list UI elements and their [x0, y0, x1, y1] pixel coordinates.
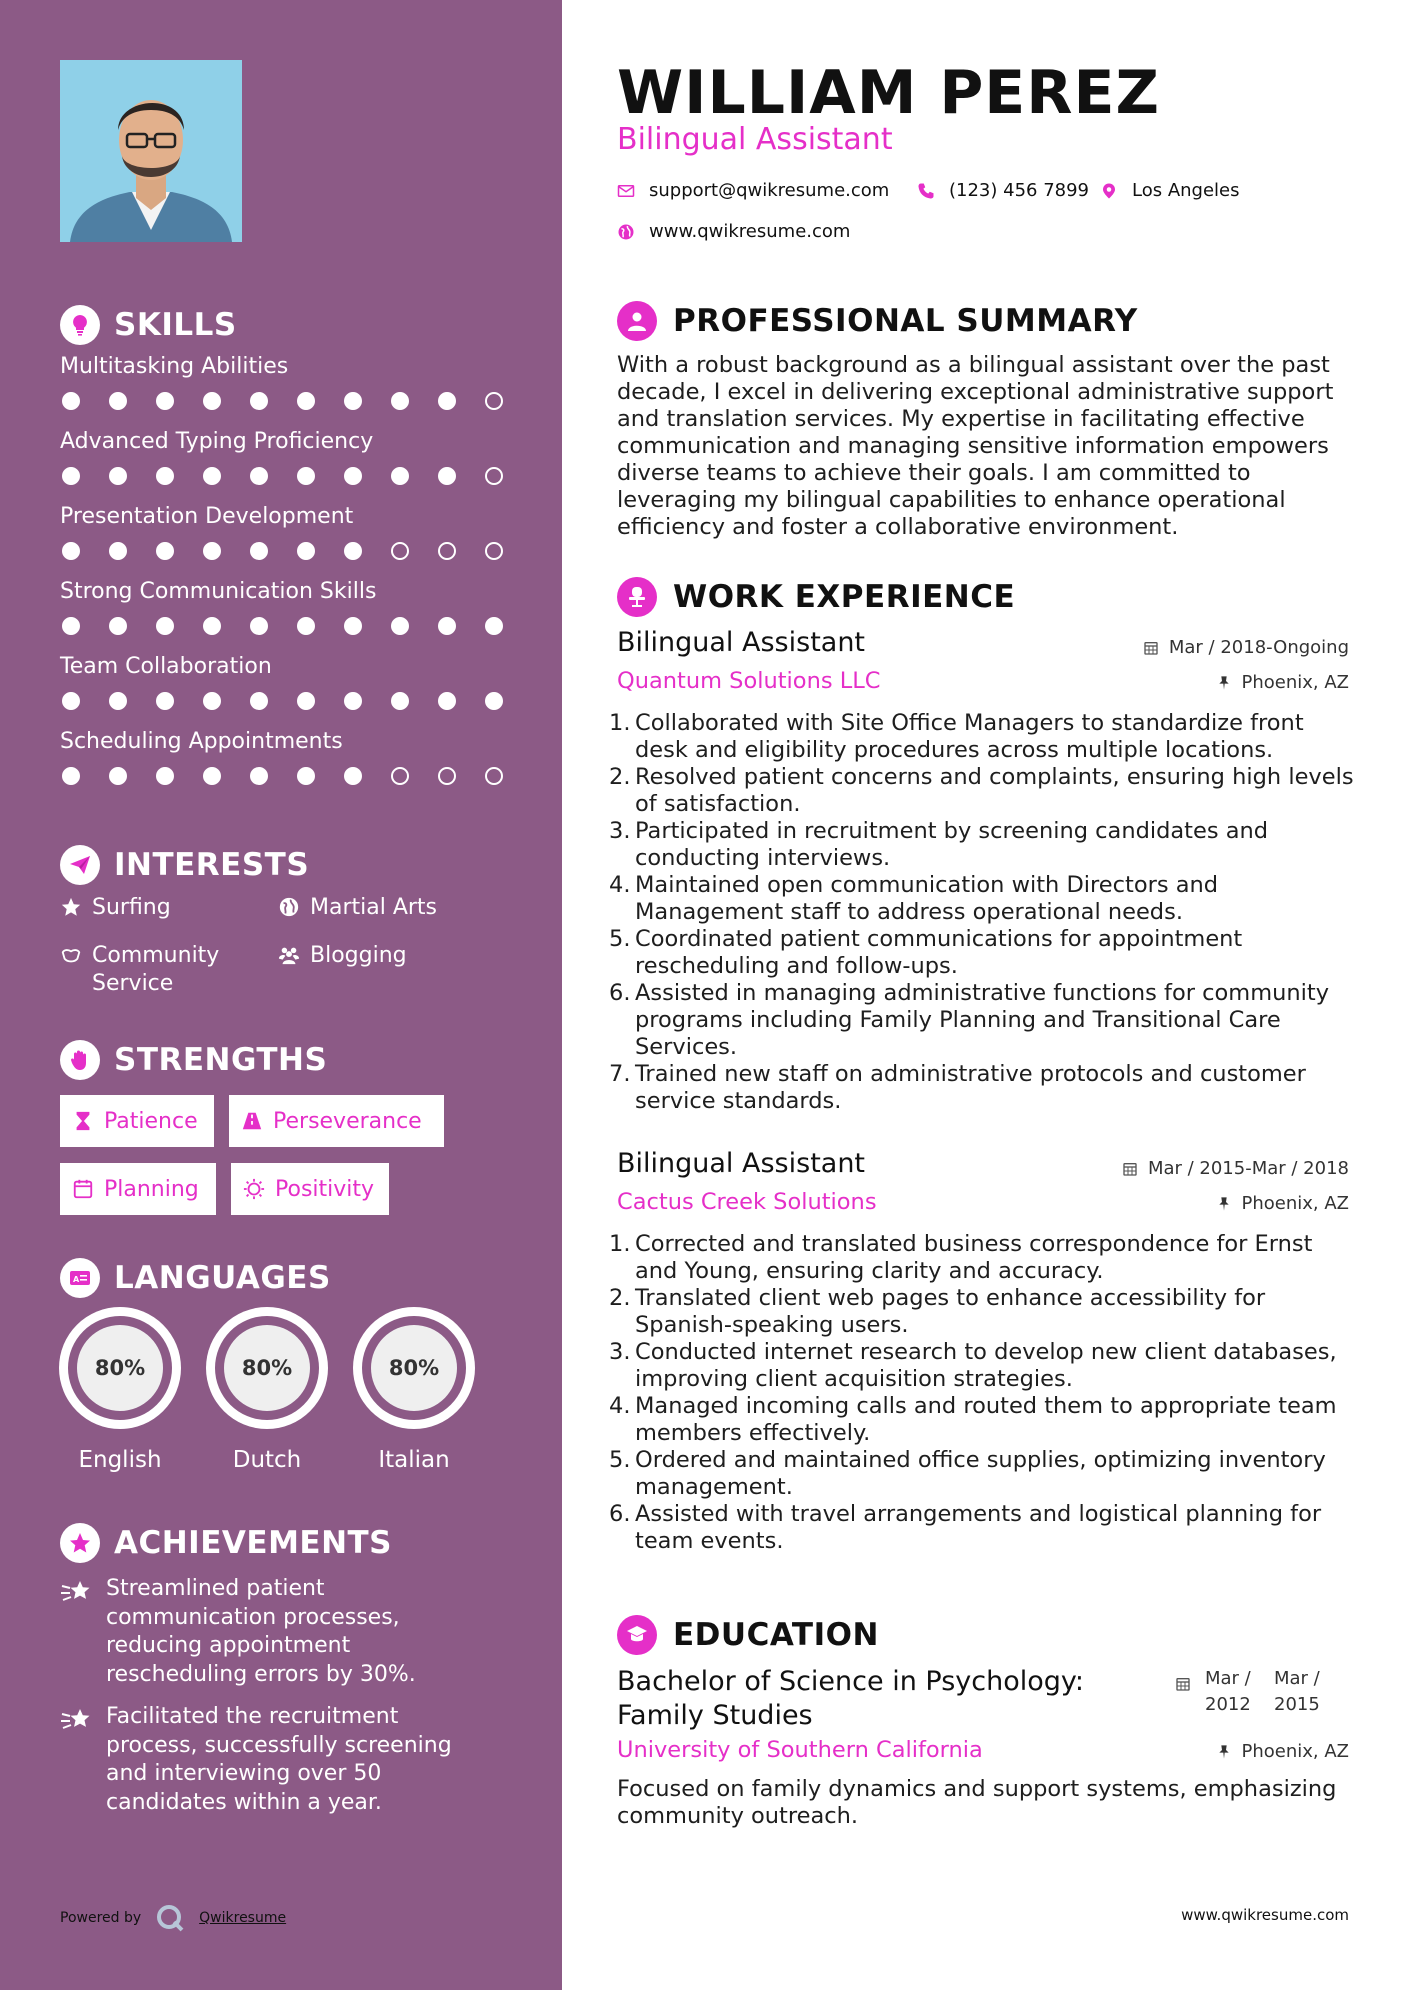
skill-rating [60, 467, 510, 485]
rating-dot [62, 467, 80, 485]
skill-rating [60, 617, 510, 635]
languages-heading: A LANGUAGES [60, 1258, 331, 1298]
skill-name: Team Collaboration [60, 654, 272, 679]
rating-dot [344, 617, 362, 635]
rating-dot [250, 392, 268, 410]
rating-dot [203, 467, 221, 485]
job-duties [617, 710, 1357, 1115]
interests-heading: INTERESTS [60, 845, 309, 885]
graduate-icon [617, 1615, 657, 1655]
interest-item: Martial Arts [278, 894, 437, 922]
rating-dot [485, 617, 503, 635]
contact-website[interactable]: www.qwikresume.com [617, 221, 850, 242]
job-title: Bilingual Assistant [617, 122, 893, 157]
education-heading: EDUCATION [617, 1615, 879, 1655]
duty-item: Participated in recruitment by screening candidates and conducting interviews. [635, 818, 1269, 871]
rating-dot [344, 767, 362, 785]
rating-dot [485, 467, 503, 485]
duty-item: Assisted with travel arrangements and logistical planning for team events. [635, 1501, 1322, 1554]
skill-name: Multitasking Abilities [60, 354, 289, 379]
rating-dot [438, 767, 456, 785]
job-role: Bilingual Assistant [617, 627, 866, 658]
education-dates: Mar / 2012 Mar / 2015 [1175, 1666, 1334, 1718]
skill-name: Presentation Development [60, 504, 354, 529]
shooting-star-icon [60, 1705, 94, 1735]
skill-name: Scheduling Appointments [60, 729, 343, 754]
hourglass-icon [72, 1110, 94, 1132]
job-role: Bilingual Assistant [617, 1148, 866, 1179]
rating-dot [297, 392, 315, 410]
rating-dot [203, 542, 221, 560]
rating-dot [62, 392, 80, 410]
achievements-heading: ACHIEVEMENTS [60, 1523, 392, 1563]
achievement-item: Streamlined patient communication processes, reducing appointment rescheduling errors by 30%. [60, 1575, 480, 1689]
contact-location: Los Angeles [1100, 180, 1240, 201]
sun-icon [243, 1178, 265, 1200]
star-badge-icon [60, 1523, 100, 1563]
powered-by: Powered by Qwikresume [60, 1903, 286, 1933]
rating-dot [156, 467, 174, 485]
rating-dot [203, 392, 221, 410]
calendar-icon [1143, 640, 1159, 656]
rating-dot [438, 467, 456, 485]
strengths-heading: STRENGTHS [60, 1040, 327, 1080]
skill-rating [60, 542, 510, 560]
skill-name: Advanced Typing Proficiency [60, 429, 374, 454]
rating-dot [297, 467, 315, 485]
strength-badge: Positivity [231, 1163, 389, 1215]
rating-dot [109, 467, 127, 485]
skill-rating [60, 767, 510, 785]
interest-item: Community Service [60, 942, 242, 998]
skill-item [60, 727, 510, 785]
skill-item [60, 652, 510, 710]
skill-item [60, 352, 510, 410]
rating-dot [109, 692, 127, 710]
skill-item [60, 502, 510, 560]
rating-dot [156, 767, 174, 785]
handshake-icon [60, 944, 82, 966]
qwikresume-logo-icon [155, 1903, 185, 1933]
rating-dot [203, 617, 221, 635]
rating-dot [344, 542, 362, 560]
pushpin-icon [1216, 1196, 1232, 1212]
rating-dot [391, 617, 409, 635]
users-icon [278, 944, 300, 966]
rating-dot [109, 542, 127, 560]
rating-dot [344, 392, 362, 410]
rating-dot [250, 692, 268, 710]
rating-dot [485, 692, 503, 710]
job-dates: Mar / 2015-Mar / 2018 [1122, 1158, 1349, 1179]
duty-item: Corrected and translated business correspondence for Ernst and Young, ensuring clarity and accuracy. [635, 1231, 1313, 1284]
rating-dot [156, 692, 174, 710]
interest-item: Surfing [60, 894, 171, 922]
job-company: Quantum Solutions LLC [617, 668, 881, 694]
candidate-name: WILLIAM PEREZ [617, 58, 1160, 128]
rating-dot [250, 617, 268, 635]
footer-website[interactable]: www.qwikresume.com [1181, 1906, 1349, 1924]
rating-dot [391, 542, 409, 560]
interest-item: Blogging [278, 942, 407, 970]
rating-dot [391, 392, 409, 410]
skill-item [60, 577, 510, 635]
skill-item [60, 427, 510, 485]
rating-dot [297, 617, 315, 635]
rating-dot [156, 542, 174, 560]
rating-dot [62, 617, 80, 635]
rating-dot [438, 617, 456, 635]
paper-plane-icon [60, 845, 100, 885]
calendar-icon [1175, 1676, 1191, 1692]
duty-item: Managed incoming calls and routed them to appropriate team members effectively. [635, 1393, 1337, 1446]
education-degree: Bachelor of Science in Psychology: Family Studies [617, 1666, 1084, 1731]
rating-dot [250, 767, 268, 785]
summary-text: With a robust background as a bilingual assistant over the past decade, I excel in delivering exceptional administrative support and translation services. My expertise in facilitating effective communication and managing sensitive information empowers diverse teams to achieve their goals. I am committed to leveraging my bilingual capabilities to enhance operational efficiency and foster a collaborative environment. [617, 352, 1334, 540]
duty-item: Trained new staff on administrative protocols and customer service standards. [635, 1061, 1306, 1114]
pushpin-icon [1216, 1744, 1232, 1760]
globe-icon [278, 896, 300, 918]
pushpin-icon [1216, 675, 1232, 691]
rating-dot [203, 767, 221, 785]
skill-rating [60, 392, 510, 410]
job-location: Phoenix, AZ [1216, 672, 1350, 693]
sidebar [0, 0, 562, 1990]
strength-badge: Patience [60, 1095, 214, 1147]
job-dates: Mar / 2018-Ongoing [1143, 637, 1349, 658]
education-description: Focused on family dynamics and support systems, emphasizing community outreach. [617, 1776, 1337, 1829]
phone-icon [917, 182, 935, 200]
duty-item: Maintained open communication with Directors and Management staff to address operational needs. [635, 872, 1219, 925]
duty-item: Conducted internet research to develop new client databases, improving client acquisition strategies. [635, 1339, 1337, 1392]
rating-dot [297, 542, 315, 560]
duty-item: Resolved patient concerns and complaints, ensuring high levels of satisfaction. [635, 764, 1354, 817]
envelope-icon [617, 182, 635, 200]
rating-dot [438, 692, 456, 710]
duty-item: Coordinated patient communications for appointment rescheduling and follow-ups. [635, 926, 1243, 979]
rating-dot [62, 692, 80, 710]
calendar-icon [1122, 1161, 1138, 1177]
profile-photo [60, 60, 242, 242]
language-ring: 80% Dutch [206, 1307, 328, 1473]
star-icon [60, 896, 82, 918]
rating-dot [297, 767, 315, 785]
language-ring: 80% English [59, 1307, 181, 1473]
rating-dot [109, 617, 127, 635]
map-pin-icon [1100, 182, 1118, 200]
calendar-icon [72, 1178, 94, 1200]
duty-item: Translated client web pages to enhance accessibility for Spanish-speaking users. [635, 1285, 1266, 1338]
rating-dot [391, 467, 409, 485]
road-icon [241, 1110, 263, 1132]
rating-dot [109, 767, 127, 785]
job-company: Cactus Creek Solutions [617, 1189, 877, 1215]
rating-dot [391, 692, 409, 710]
job-duties [617, 1231, 1357, 1555]
hand-icon [60, 1040, 100, 1080]
skill-rating [60, 692, 510, 710]
rating-dot [438, 392, 456, 410]
rating-dot [438, 542, 456, 560]
rating-dot [156, 392, 174, 410]
contact-phone[interactable]: (123) 456 7899 [917, 180, 1089, 201]
qwikresume-link[interactable]: Qwikresume [199, 1910, 287, 1926]
achievement-item: Facilitated the recruitment process, successfully screening and interviewing over 50 candidates within a year. [60, 1703, 480, 1817]
lightbulb-icon [60, 305, 100, 345]
skills-heading: SKILLS [60, 305, 237, 345]
contact-email[interactable]: support@qwikresume.com [617, 180, 889, 201]
duty-item: Collaborated with Site Office Managers to standardize front desk and eligibility procedures across multiple locations. [635, 710, 1304, 763]
language-ring: 80% Italian [353, 1307, 475, 1473]
rating-dot [485, 392, 503, 410]
rating-dot [250, 467, 268, 485]
summary-heading: PROFESSIONAL SUMMARY [617, 301, 1138, 341]
education-location: Phoenix, AZ [1216, 1741, 1350, 1762]
rating-dot [485, 542, 503, 560]
rating-dot [485, 767, 503, 785]
rating-dot [344, 692, 362, 710]
rating-dot [62, 542, 80, 560]
rating-dot [109, 392, 127, 410]
education-school: University of Southern California [617, 1737, 983, 1763]
duty-item: Assisted in managing administrative functions for community programs including Family Planning and Transitional Care Services. [635, 980, 1330, 1060]
skill-name: Strong Communication Skills [60, 579, 377, 604]
strength-badge: Planning [60, 1163, 216, 1215]
rating-dot [297, 692, 315, 710]
rating-dot [203, 692, 221, 710]
rating-dot [156, 617, 174, 635]
globe-icon [617, 223, 635, 241]
duty-item: Ordered and maintained office supplies, optimizing inventory management. [635, 1447, 1326, 1500]
language-icon [60, 1258, 100, 1298]
svg-text:A: A [73, 1275, 80, 1284]
chair-icon [617, 577, 657, 617]
rating-dot [250, 542, 268, 560]
rating-dot [62, 767, 80, 785]
shooting-star-icon [60, 1577, 94, 1607]
strength-badge: Perseverance [229, 1095, 444, 1147]
user-icon [617, 301, 657, 341]
rating-dot [391, 767, 409, 785]
job-location: Phoenix, AZ [1216, 1193, 1350, 1214]
experience-heading: WORK EXPERIENCE [617, 577, 1015, 617]
rating-dot [344, 467, 362, 485]
